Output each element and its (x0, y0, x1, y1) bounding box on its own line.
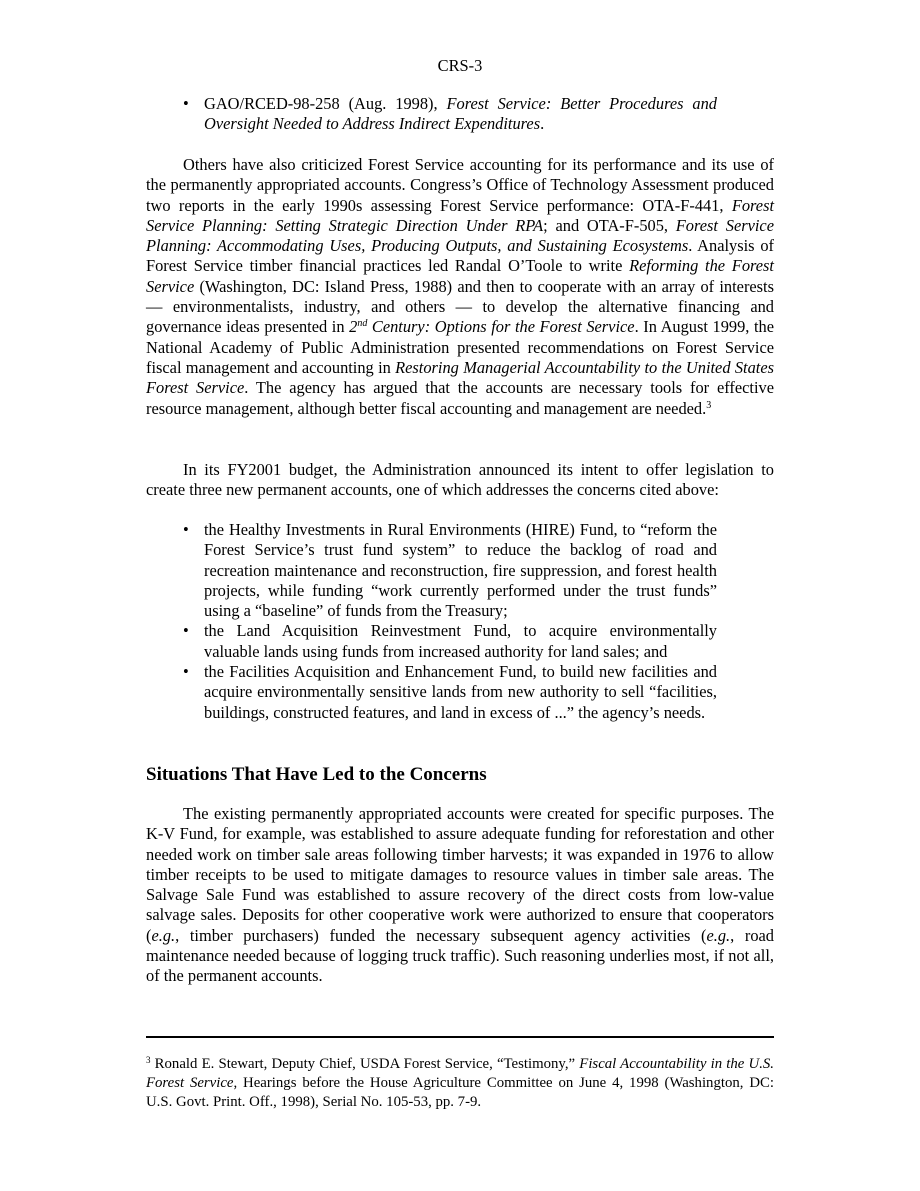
text-run: Others have also criticized Forest Service accounting for its performance and its use of the permanently appropriated accounts. Congress’s Office of Technology Assessment produced two reports in the early 1990s assessing Forest Service performance: OTA-F-441, (146, 155, 774, 215)
ordinal-suffix: nd (357, 318, 368, 330)
text-run: (Washington, DC: Island Press, 1988) and then to cooperate with an array of interests — environmentalists, industry, and others — to develop the alternative financing and governance ideas presented in (146, 276, 774, 337)
text-run: . Analysis of Forest Service timber financial practices led Randal O’Toole to write (146, 236, 774, 276)
new-accounts-list (183, 520, 717, 723)
section-heading: Situations That Have Led to the Concerns (146, 764, 487, 785)
text-run: The existing permanently appropriated accounts were created for specific purposes. The K-V Fund, for example, was established to assure adequate funding for reforestation and other needed work on timber sale areas following timber harvests; it was expanded in 1976 to allow timber receipts to be used to mitigate damages to resource values in timber sale areas. The Salvage Sale Fund was established to assure recovery of the direct costs from low-value salvage sales. Deposits for other cooperative work were authorized to ensure that cooperators ( (146, 804, 774, 945)
text-run: , Hearings before the House Agriculture Committee on June 4, 1998 (Washington, DC: U.S. Govt. Print. Off., 1998), Serial No. 105-53, pp. 7-9. (146, 1075, 774, 1110)
text-run: , timber purchasers) funded the necessary subsequent agency activities ( (175, 925, 707, 945)
book-title (349, 317, 634, 336)
title-part: 2 (349, 317, 358, 337)
list-item-text: the Healthy Investments in Rural Environments (HIRE) Fund, to “reform the Forest Service’s trust fund system” to reduce the backlog of road and recreation maintenance and reconstruction, fire suppression, and forest health projects, while funding “work currently performed under the trust funds” using a “baseline” of funds from the Treasury; (204, 520, 717, 621)
hearing-title: Fiscal Accountability in the U.S. Forest Service (146, 1056, 774, 1091)
list-item (183, 520, 717, 621)
latin-abbreviation: e.g. (151, 925, 176, 945)
list-item (183, 662, 717, 723)
list-item-end: . (540, 114, 545, 134)
title-part: Century: Options for the Forest Service (367, 317, 635, 337)
page-number: CRS-3 (437, 56, 483, 75)
latin-abbreviation: e.g. (706, 925, 731, 945)
text-run: ; and OTA-F-505, (543, 215, 676, 235)
existing-accounts-paragraph (146, 804, 774, 987)
text-run: . In August 1999, the National Academy of Public Administration presented recommendations on Forest Service fiscal management and accounting in (146, 317, 775, 377)
list-item (183, 94, 717, 135)
list-item-text: GAO/RCED-98-258 (Aug. 1998), (204, 94, 447, 113)
text-run: . The agency has argued that the accounts are necessary tools for effective resource management, although better fiscal accounting and management are needed. (146, 378, 774, 418)
book-title: Reforming the Forest Service (146, 256, 774, 296)
report-title: Forest Service Planning: Accommodating Uses, Producing Outputs, and Sustaining Ecosystems (146, 215, 774, 256)
budget-paragraph: In its FY2001 budget, the Administration announced its intent to offer legislation to create three new permanent accounts, one of which addresses the concerns cited above: (146, 460, 774, 500)
gao-reference-list (183, 94, 717, 135)
footnote-reference: 3 (706, 399, 712, 411)
bullet-icon: • (183, 662, 189, 682)
list-item (183, 621, 717, 662)
footnote-divider (146, 1036, 774, 1038)
bullet-icon: • (183, 621, 189, 641)
list-item-text: the Land Acquisition Reinvestment Fund, to acquire environmentally valuable lands using funds from increased authority for land sales; and (204, 621, 717, 661)
report-title: Forest Service: Better Procedures and Oversight Needed to Address Indirect Expenditures (204, 94, 717, 134)
bullet-icon: • (183, 520, 189, 539)
text-run: Ronald E. Stewart, Deputy Chief, USDA Forest Service, “Testimony,” (150, 1056, 580, 1072)
footnote (146, 1055, 774, 1112)
list-item-text: the Facilities Acquisition and Enhancement Fund, to build new facilities and acquire environmentally sensitive lands from new authority to sell “facilities, buildings, constructed features, and land in excess of ...” the agency’s needs. (204, 662, 717, 722)
text-run: , road maintenance needed because of logging truck traffic). Such reasoning underlies most, if not all, of the permanent accounts. (146, 925, 774, 986)
criticism-paragraph (146, 155, 774, 419)
footnote-number: 3 (146, 1055, 151, 1065)
bullet-icon: • (183, 94, 189, 113)
report-title: Forest Service Planning: Setting Strategic Direction Under RPA (146, 195, 774, 235)
report-title: Restoring Managerial Accountability to the United States Forest Service (146, 357, 774, 398)
